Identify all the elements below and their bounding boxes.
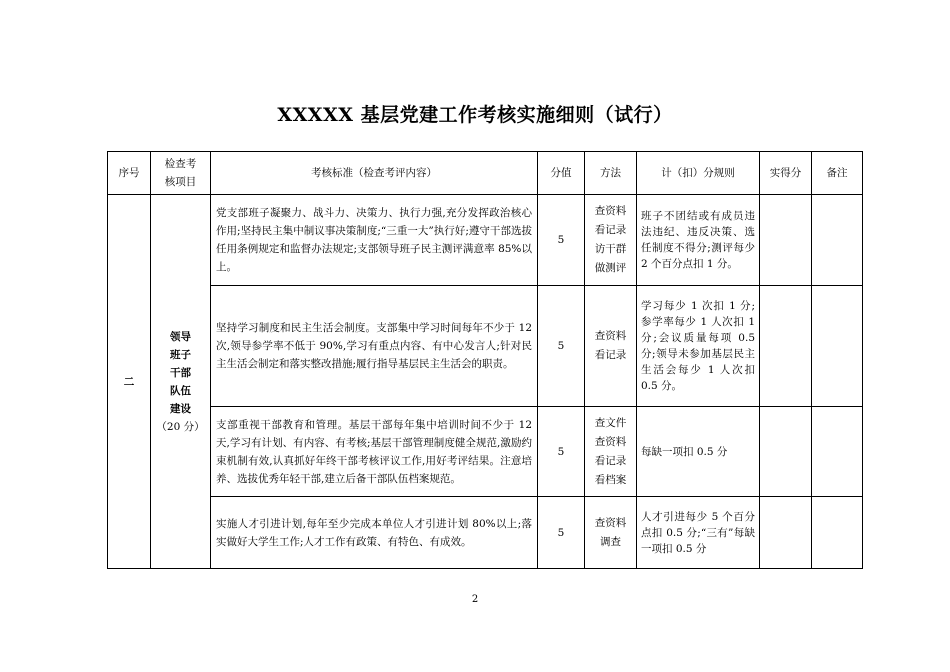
standard-cell: 支部重视干部教育和管理。基层干部每年集中培训时间不少于 12 天,学习有计划、有内容、有考核;基层干部管理制度健全规范,激励约束机制有效,认真抓好年终干部考核评议工作,用好考评结果。注意培养、选拔优秀年轻干部,建立后备干部队伍档案规范。 <box>211 407 538 497</box>
method-line: 看记录 <box>594 454 627 467</box>
section-item-line: 领导 <box>170 330 191 343</box>
assessment-table <box>107 151 863 569</box>
header-score: 分值 <box>538 152 585 195</box>
note-cell <box>812 286 863 407</box>
header-item-line2: 核项目 <box>164 176 197 188</box>
table-row <box>108 195 863 286</box>
note-cell <box>812 407 863 497</box>
header-seq: 序号 <box>108 152 151 195</box>
method-line: 访干群 <box>594 243 627 255</box>
table-row <box>108 497 863 569</box>
method-line: 看记录 <box>594 224 627 236</box>
method-line: 查资料 <box>594 205 627 217</box>
header-row <box>108 152 863 195</box>
header-note: 备注 <box>812 152 863 195</box>
section-item-line: 干部 <box>170 366 191 379</box>
score-cell: 5 <box>538 195 585 286</box>
table-row <box>108 407 863 497</box>
header-rule: 计（扣）分规则 <box>637 152 760 195</box>
header-actual: 实得分 <box>760 152 812 195</box>
table-row <box>108 286 863 407</box>
section-item-line: 队伍 <box>170 384 191 397</box>
actual-score-cell <box>760 407 812 497</box>
method-line: 查资料 <box>594 516 627 529</box>
rule-cell: 班子不团结或有成员违法违纪、违反决策、选任制度不得分;测评每少 2 个百分点扣 1 分。 <box>637 195 760 286</box>
method-cell <box>585 195 637 286</box>
method-line: 看记录 <box>594 349 627 361</box>
header-method: 方法 <box>585 152 637 195</box>
section-item-line: 建设 <box>170 402 191 415</box>
note-cell <box>812 195 863 286</box>
method-line: 调查 <box>600 535 621 548</box>
standard-cell: 实施人才引进计划,每年至少完成本单位人才引进计划 80%以上;落实做好大学生工作;人才工作有政策、有特色、有成效。 <box>211 497 538 569</box>
section-item-points: （20 分） <box>156 420 205 433</box>
method-line: 查文件 <box>594 416 627 429</box>
rule-cell: 学习每少 1 次扣 1 分;参学率每少 1 人次扣 1 分;会议质量每项 0.5 分;领导未参加基层民主生活会每少 1 人次扣 0.5 分。 <box>637 286 760 407</box>
actual-score-cell <box>760 497 812 569</box>
standard-cell: 党支部班子凝聚力、战斗力、决策力、执行力强,充分发挥政治核心作用;坚持民主集中制议事决策制度;“三重一大”执行好;遵守干部选拔任用条例规定和监督办法规定;支部领导班子民主测评满意率 85%以上。 <box>211 195 538 286</box>
section-item <box>151 195 211 569</box>
score-cell: 5 <box>538 407 585 497</box>
method-cell <box>585 286 637 407</box>
header-standard: 考核标准（检查考评内容） <box>211 152 538 195</box>
actual-score-cell <box>760 195 812 286</box>
rule-cell: 每缺一项扣 0.5 分 <box>637 407 760 497</box>
header-item-line1: 检查考 <box>164 158 197 170</box>
section-item-line: 班子 <box>170 348 191 361</box>
rule-cell: 人才引进每少 5 个百分点扣 0.5 分;“三有”每缺一项扣 0.5 分 <box>637 497 760 569</box>
method-line: 做测评 <box>594 262 627 274</box>
score-cell: 5 <box>538 286 585 407</box>
method-cell <box>585 497 637 569</box>
standard-cell: 坚持学习制度和民主生活会制度。支部集中学习时间每年不少于 12 次,领导参学率不低于 90%,学习有重点内容、有中心发言人;针对民主生活会制定和落实整改措施;履行指导基层民主生活会的职责。 <box>211 286 538 407</box>
document-title: XXXXX 基层党建工作考核实施细则（试行） <box>277 104 673 126</box>
actual-score-cell <box>760 286 812 407</box>
method-line: 查资料 <box>594 330 627 342</box>
note-cell <box>812 497 863 569</box>
header-item <box>151 152 211 195</box>
section-seq: 二 <box>108 195 151 569</box>
page-number: 2 <box>471 594 479 605</box>
score-cell: 5 <box>538 497 585 569</box>
method-line: 查资料 <box>594 435 627 448</box>
method-cell <box>585 407 637 497</box>
method-line: 看档案 <box>594 473 627 486</box>
